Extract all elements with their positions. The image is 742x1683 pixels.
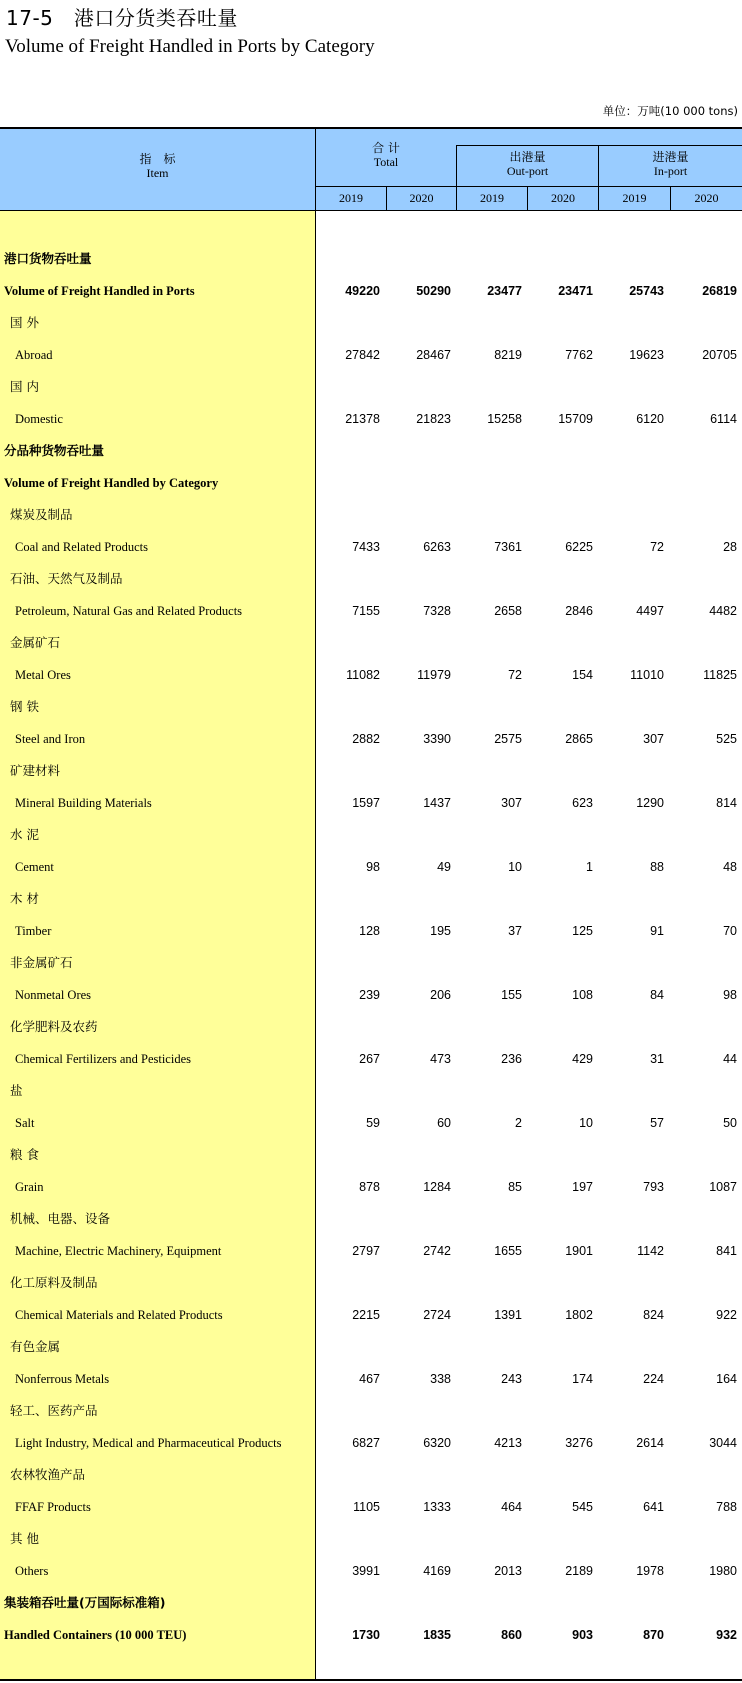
value-cell: 98: [723, 988, 737, 1002]
value-cell: 10: [508, 860, 522, 874]
header-group-outport-zh: 出港量: [509, 150, 546, 164]
table-row: [0, 1619, 742, 1651]
value-cell: 1730: [352, 1628, 380, 1642]
value-cell: 7328: [423, 604, 451, 618]
value-cell: 841: [716, 1244, 737, 1258]
value-cell: 7361: [494, 540, 522, 554]
table-row: [0, 1203, 742, 1235]
table-row: [0, 915, 742, 947]
table-row: [0, 1043, 742, 1075]
header-group-inport-zh: 进港量: [652, 150, 689, 164]
row-label: Nonferrous Metals: [15, 1372, 110, 1386]
value-cell: 15709: [558, 412, 593, 426]
table-row: [0, 755, 742, 787]
value-cell: 174: [572, 1372, 593, 1386]
row-label: 有色金属: [10, 1339, 61, 1354]
value-cell: 6225: [565, 540, 593, 554]
value-cell: 236: [501, 1052, 522, 1066]
value-cell: 6114: [710, 412, 737, 426]
row-label: 国 内: [10, 379, 39, 394]
value-cell: 1142: [637, 1244, 664, 1258]
table-row: [0, 467, 742, 499]
header-group-total-en: Total: [373, 155, 399, 169]
row-label: 其 他: [10, 1531, 39, 1546]
row-label: Others: [15, 1564, 49, 1578]
value-cell: 2575: [494, 732, 522, 746]
value-cell: 2215: [352, 1308, 380, 1322]
value-cell: 25743: [629, 284, 664, 298]
table-row: [0, 1523, 742, 1555]
table-row: [0, 275, 742, 307]
row-label: Salt: [15, 1116, 35, 1130]
value-cell: 27842: [345, 348, 380, 362]
table-row: [0, 371, 742, 403]
table-row: [0, 691, 742, 723]
row-label: Metal Ores: [15, 668, 71, 682]
table-row: [0, 531, 742, 563]
row-label: Mineral Building Materials: [15, 796, 152, 810]
value-cell: 164: [716, 1372, 737, 1386]
value-cell: 48: [723, 860, 737, 874]
row-label: Chemical Materials and Related Products: [15, 1308, 223, 1322]
table-row: [0, 1363, 742, 1395]
row-label: Grain: [15, 1180, 44, 1194]
table-row: [0, 1491, 742, 1523]
header-divider: [386, 186, 387, 211]
row-label: Cement: [15, 860, 54, 874]
table-row: [0, 1171, 742, 1203]
row-label: Petroleum, Natural Gas and Related Products: [15, 604, 243, 618]
value-cell: 6827: [352, 1436, 380, 1450]
value-cell: 91: [650, 924, 664, 938]
value-cell: 59: [366, 1116, 380, 1130]
row-label: Steel and Iron: [15, 732, 86, 746]
value-cell: 1901: [565, 1244, 593, 1258]
table-row: [0, 1427, 742, 1459]
row-label: 金属矿石: [10, 635, 61, 650]
table-row: [0, 595, 742, 627]
row-label: 化工原料及制品: [10, 1275, 98, 1290]
value-cell: 243: [501, 1372, 522, 1386]
table-row: [0, 947, 742, 979]
value-cell: 1333: [423, 1500, 451, 1514]
table-row: [0, 1331, 742, 1363]
value-cell: 793: [643, 1180, 664, 1194]
value-cell: 197: [572, 1180, 593, 1194]
header-divider: [456, 145, 457, 211]
table-title-zh: 17-5 港口分货类吞吐量: [6, 6, 238, 30]
value-cell: 10: [579, 1116, 593, 1130]
value-cell: 7155: [352, 604, 380, 618]
value-cell: 641: [643, 1500, 664, 1514]
value-cell: 239: [359, 988, 380, 1002]
table-row: [0, 723, 742, 755]
header-item-en: Item: [146, 166, 169, 180]
value-cell: 28: [723, 540, 737, 554]
table-row: [0, 1011, 742, 1043]
table-bottom-rule: [0, 1679, 742, 1681]
value-cell: 8219: [494, 348, 522, 362]
header-divider: [670, 186, 671, 211]
value-cell: 6263: [423, 540, 451, 554]
value-cell: 2882: [352, 732, 380, 746]
value-cell: 525: [716, 732, 737, 746]
value-cell: 4169: [423, 1564, 451, 1578]
value-cell: 206: [430, 988, 451, 1002]
row-label: Light Industry, Medical and Pharmaceutical Products: [15, 1436, 282, 1450]
value-cell: 154: [572, 668, 593, 682]
table-row: [0, 1587, 742, 1619]
row-label: Nonmetal Ores: [15, 988, 92, 1002]
value-cell: 6320: [423, 1436, 451, 1450]
header-group-outport-en: Out-port: [506, 164, 549, 178]
row-label: 粮 食: [10, 1147, 39, 1162]
value-cell: 1597: [352, 796, 380, 810]
value-cell: 11825: [703, 668, 737, 682]
row-label: Chemical Fertilizers and Pesticides: [15, 1052, 191, 1066]
row-label: Handled Containers (10 000 TEU): [4, 1628, 187, 1642]
row-label: Volume of Freight Handled by Category: [4, 476, 219, 490]
header-divider: [598, 145, 599, 211]
value-cell: 31: [650, 1052, 664, 1066]
value-cell: 50290: [416, 284, 451, 298]
row-label: 石油、天然气及制品: [10, 571, 123, 586]
value-cell: 26819: [702, 284, 737, 298]
table-row: [0, 1139, 742, 1171]
value-cell: 11010: [630, 668, 664, 682]
value-cell: 49: [437, 860, 451, 874]
value-cell: 23471: [558, 284, 593, 298]
row-label: 港口货物吞吐量: [4, 251, 92, 266]
value-cell: 788: [716, 1500, 737, 1514]
value-cell: 3276: [565, 1436, 593, 1450]
value-cell: 307: [501, 796, 522, 810]
header-year: 2020: [409, 191, 434, 205]
header-item: [0, 152, 315, 180]
value-cell: 21823: [416, 412, 451, 426]
value-cell: 72: [650, 540, 664, 554]
value-cell: 1980: [709, 1564, 737, 1578]
value-cell: 2614: [636, 1436, 664, 1450]
header-divider: [315, 129, 316, 211]
value-cell: 903: [572, 1628, 593, 1642]
value-cell: 60: [437, 1116, 451, 1130]
value-cell: 2846: [565, 604, 593, 618]
header-year: 2019: [339, 191, 363, 205]
value-cell: 57: [650, 1116, 664, 1130]
value-cell: 932: [716, 1628, 737, 1642]
table-title-en: Volume of Freight Handled in Ports by Category: [5, 36, 375, 57]
value-cell: 3044: [709, 1436, 737, 1450]
value-cell: 1391: [494, 1308, 522, 1322]
row-label: FFAF Products: [15, 1500, 91, 1514]
unit-note: 单位：万吨(10 000 tons): [602, 104, 738, 118]
row-label: Timber: [15, 924, 52, 938]
table-row: [0, 819, 742, 851]
value-cell: 1284: [423, 1180, 451, 1194]
value-cell: 2865: [565, 732, 593, 746]
table-row: [0, 435, 742, 467]
table-row: [0, 851, 742, 883]
value-cell: 3390: [423, 732, 451, 746]
value-cell: 7762: [565, 348, 593, 362]
value-cell: 4497: [636, 604, 664, 618]
value-cell: 1: [586, 860, 593, 874]
value-cell: 814: [716, 796, 737, 810]
value-cell: 7433: [352, 540, 380, 554]
row-label: 国 外: [10, 315, 39, 330]
value-cell: 267: [359, 1052, 380, 1066]
table-row: [0, 659, 742, 691]
header-year: 2019: [622, 191, 647, 205]
value-cell: 28467: [416, 348, 451, 362]
value-cell: 224: [643, 1372, 664, 1386]
value-cell: 1437: [423, 796, 451, 810]
value-cell: 473: [430, 1052, 451, 1066]
table-row: [0, 1299, 742, 1331]
value-cell: 860: [501, 1628, 522, 1642]
row-label: Coal and Related Products: [15, 540, 148, 554]
row-label: 非金属矿石: [10, 955, 73, 970]
value-cell: 2724: [423, 1308, 451, 1322]
header-year-rule: [316, 186, 742, 187]
row-label: 盐: [10, 1083, 23, 1098]
header-group-total: [316, 141, 456, 169]
row-label: Abroad: [15, 348, 53, 362]
value-cell: 44: [723, 1052, 737, 1066]
value-cell: 195: [430, 924, 451, 938]
header-year: 2019: [480, 191, 504, 205]
table-row: [0, 339, 742, 371]
table-row: [0, 1555, 742, 1587]
header-group-total-zh: 合 计: [372, 141, 400, 155]
table-row: [0, 627, 742, 659]
value-cell: 307: [643, 732, 664, 746]
value-cell: 20705: [702, 348, 737, 362]
value-cell: 1655: [494, 1244, 522, 1258]
value-cell: 464: [501, 1500, 522, 1514]
row-label: 轻工、医药产品: [10, 1403, 98, 1418]
value-cell: 128: [359, 924, 380, 938]
table-row: [0, 1395, 742, 1427]
header-group-outport: [457, 150, 598, 178]
row-label: 农林牧渔产品: [10, 1467, 86, 1482]
header-item-zh: 指 标: [139, 152, 176, 166]
row-label: 机械、电器、设备: [10, 1211, 111, 1226]
row-label: 化学肥料及农药: [10, 1019, 98, 1034]
row-label: 矿建材料: [10, 763, 61, 778]
value-cell: 2189: [565, 1564, 593, 1578]
table-row: [0, 787, 742, 819]
value-cell: 155: [501, 988, 522, 1002]
table-row: [0, 403, 742, 435]
value-cell: 824: [643, 1308, 664, 1322]
value-cell: 3991: [352, 1564, 380, 1578]
value-cell: 72: [508, 668, 522, 682]
value-cell: 11979: [417, 668, 451, 682]
table-row: [0, 499, 742, 531]
value-cell: 21378: [345, 412, 380, 426]
value-cell: 467: [359, 1372, 380, 1386]
value-cell: 84: [650, 988, 664, 1002]
value-cell: 429: [572, 1052, 593, 1066]
value-cell: 2013: [494, 1564, 522, 1578]
value-cell: 1290: [636, 796, 664, 810]
value-cell: 15258: [487, 412, 522, 426]
value-cell: 37: [508, 924, 522, 938]
row-label: Machine, Electric Machinery, Equipment: [15, 1244, 222, 1258]
value-cell: 2658: [494, 604, 522, 618]
value-cell: 878: [359, 1180, 380, 1194]
value-cell: 70: [723, 924, 737, 938]
table-row: [0, 563, 742, 595]
table-row: [0, 1459, 742, 1491]
value-cell: 1802: [565, 1308, 593, 1322]
value-cell: 1105: [353, 1500, 380, 1514]
value-cell: 98: [366, 860, 380, 874]
header-group-rule: [457, 145, 742, 146]
value-cell: 108: [572, 988, 593, 1002]
value-cell: 2742: [423, 1244, 451, 1258]
header-group-inport-en: In-port: [653, 164, 688, 178]
table-row: [0, 243, 742, 275]
table-row: [0, 1235, 742, 1267]
table-row: [0, 1075, 742, 1107]
table-row: [0, 979, 742, 1011]
value-cell: 1978: [636, 1564, 664, 1578]
value-cell: 338: [430, 1372, 451, 1386]
row-label: 木 材: [10, 891, 39, 906]
value-cell: 19623: [629, 348, 664, 362]
row-label: 分品种货物吞吐量: [4, 443, 105, 458]
value-cell: 23477: [487, 284, 522, 298]
table-row: [0, 1107, 742, 1139]
value-cell: 6120: [636, 412, 664, 426]
header-year: 2020: [551, 191, 575, 205]
header-divider: [527, 186, 528, 211]
value-cell: 50: [723, 1116, 737, 1130]
row-label: 钢 铁: [10, 699, 39, 714]
value-cell: 922: [716, 1308, 737, 1322]
value-cell: 4482: [709, 604, 737, 618]
value-cell: 1835: [423, 1628, 451, 1642]
row-label: 集装箱吞吐量(万国际标准箱): [4, 1595, 166, 1610]
table-row: [0, 883, 742, 915]
value-cell: 1087: [709, 1180, 737, 1194]
header-group-inport: [599, 150, 742, 178]
value-cell: 125: [572, 924, 593, 938]
value-cell: 870: [643, 1628, 664, 1642]
row-label: Domestic: [15, 412, 63, 426]
table-row: [0, 1267, 742, 1299]
header-year: 2020: [694, 191, 719, 205]
row-label: 煤炭及制品: [10, 507, 73, 522]
value-cell: 49220: [345, 284, 380, 298]
value-cell: 11082: [346, 668, 380, 682]
value-cell: 85: [508, 1180, 522, 1194]
value-cell: 4213: [494, 1436, 522, 1450]
row-label: 水 泥: [10, 827, 39, 842]
value-cell: 2797: [352, 1244, 380, 1258]
row-label: Volume of Freight Handled in Ports: [4, 284, 195, 298]
value-cell: 88: [650, 860, 664, 874]
value-cell: 545: [572, 1500, 593, 1514]
table-row: [0, 307, 742, 339]
value-cell: 623: [572, 796, 593, 810]
value-cell: 2: [515, 1116, 522, 1130]
